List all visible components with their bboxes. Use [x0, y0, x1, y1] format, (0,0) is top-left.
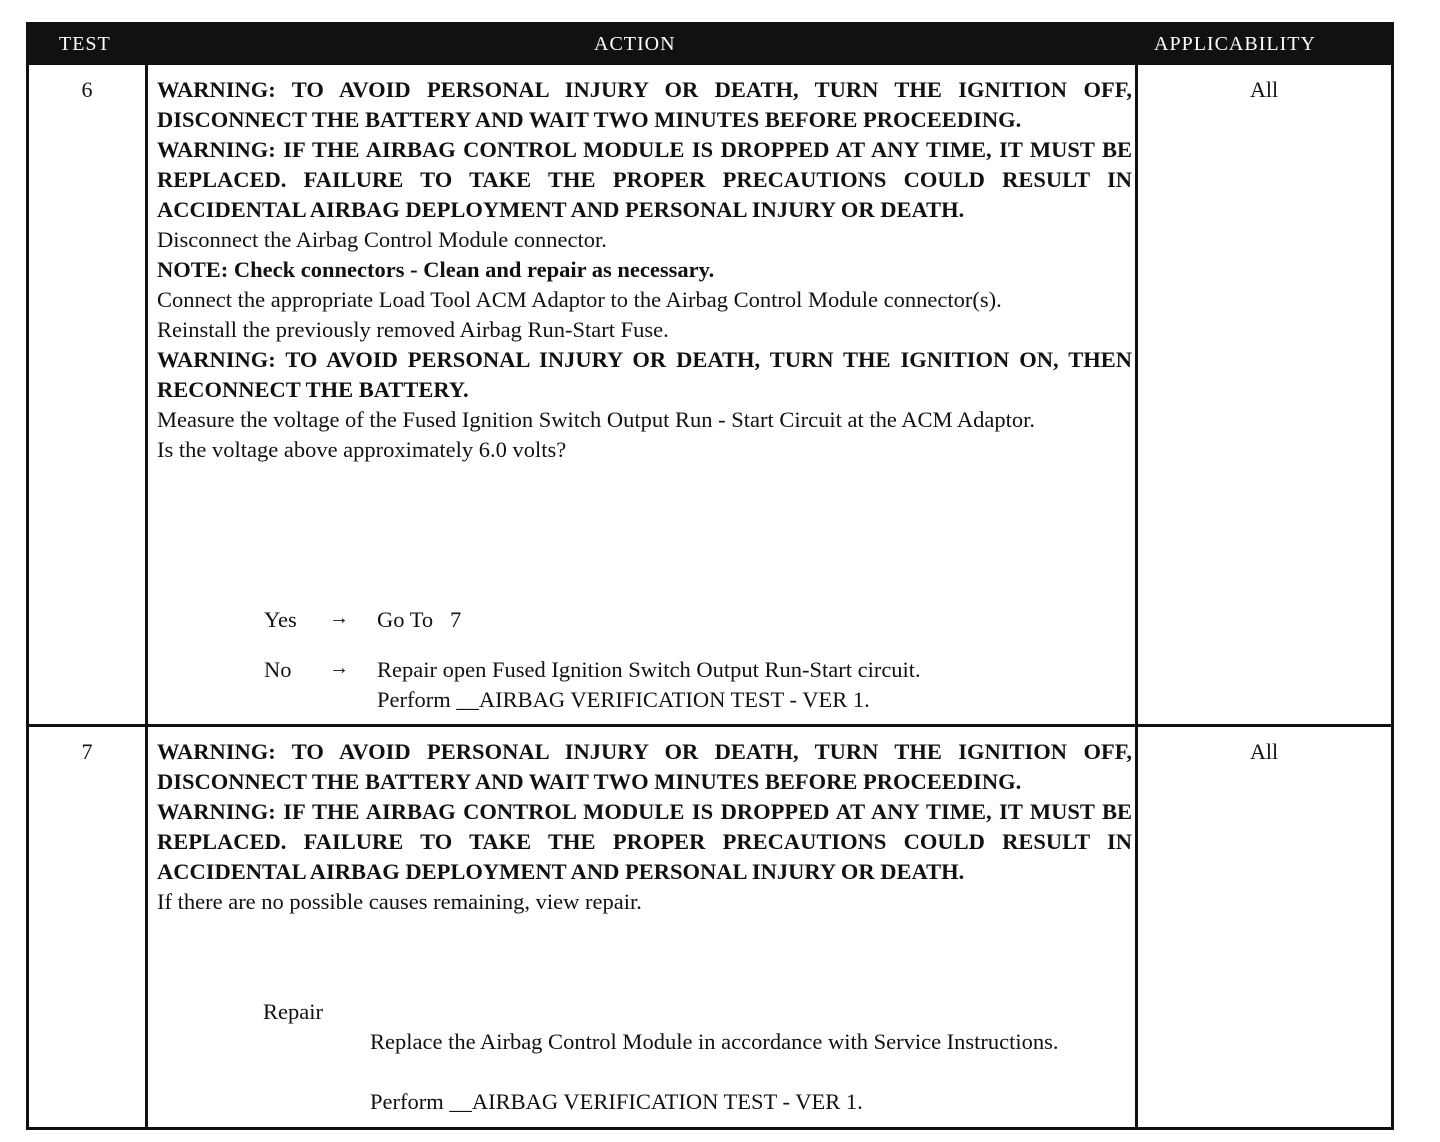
- row-divider: [29, 724, 1391, 727]
- repair-instruction: Replace the Airbag Control Module in accordance with Service Instructions.: [370, 1029, 1059, 1054]
- yes-go-to-link[interactable]: Go To 7: [377, 607, 462, 632]
- no-verification-link[interactable]: Perform __AIRBAG VERIFICATION TEST - VER 1.: [377, 687, 870, 712]
- header-test: TEST: [59, 33, 111, 55]
- warning-ignition-off: WARNING: TO AVOID PERSONAL INJURY OR DEATH, TURN THE IGNITION OFF, DISCONNECT THE BATTERY AND WAIT TWO MINUTES BEFORE PROCEEDING.: [157, 77, 1132, 132]
- repair-label: Repair: [263, 999, 323, 1024]
- header-action: ACTION: [594, 33, 676, 55]
- no-repair-text: Repair open Fused Ignition Switch Output Run-Start circuit.: [377, 657, 921, 682]
- arrow-right-icon: →: [329, 657, 349, 679]
- step-connect-adaptor: Connect the appropriate Load Tool ACM Adaptor to the Airbag Control Module connector(s).: [157, 287, 1002, 312]
- test-number: 6: [81, 77, 93, 102]
- column-divider: [145, 65, 148, 1130]
- yes-label: Yes: [264, 607, 297, 632]
- warning-module-dropped: WARNING: IF THE AIRBAG CONTROL MODULE IS DROPPED AT ANY TIME, IT MUST BE REPLACED. FAILURE TO TAKE THE PROPER PRECAUTIONS COULD RESULT IN ACCIDENTAL AIRBAG DEPLOYMENT AND PERSONAL INJURY OR DEATH.: [157, 137, 1132, 222]
- step-view-repair: If there are no possible causes remaining, view repair.: [157, 889, 642, 914]
- test-number: 7: [81, 739, 93, 764]
- question-voltage: Is the voltage above approximately 6.0 volts?: [157, 437, 567, 462]
- table-header: [29, 25, 1391, 65]
- arrow-right-icon: →: [329, 607, 349, 629]
- note-check-connectors: NOTE: Check connectors - Clean and repair as necessary.: [157, 257, 715, 282]
- no-label: No: [264, 657, 292, 682]
- step-measure-voltage: Measure the voltage of the Fused Ignition Switch Output Run - Start Circuit at the ACM Adaptor.: [157, 407, 1036, 432]
- warning-ignition-on: WARNING: TO AVOID PERSONAL INJURY OR DEATH, TURN THE IGNITION ON, THEN RECONNECT THE BATTERY.: [157, 347, 1132, 402]
- applicability-value: All: [1249, 739, 1279, 764]
- step-disconnect-connector: Disconnect the Airbag Control Module connector.: [157, 227, 607, 252]
- action-text-test-6: [157, 75, 1132, 465]
- warning-ignition-off: WARNING: TO AVOID PERSONAL INJURY OR DEATH, TURN THE IGNITION OFF, DISCONNECT THE BATTERY AND WAIT TWO MINUTES BEFORE PROCEEDING.: [157, 739, 1132, 794]
- header-applicability: APPLICABILITY: [1154, 33, 1316, 55]
- step-reinstall-fuse: Reinstall the previously removed Airbag Run-Start Fuse.: [157, 317, 669, 342]
- applicability-value: All: [1249, 77, 1279, 102]
- diagnostic-table: [26, 22, 1394, 1130]
- warning-module-dropped: WARNING: IF THE AIRBAG CONTROL MODULE IS DROPPED AT ANY TIME, IT MUST BE REPLACED. FAILURE TO TAKE THE PROPER PRECAUTIONS COULD RESULT IN ACCIDENTAL AIRBAG DEPLOYMENT AND PERSONAL INJURY OR DEATH.: [157, 799, 1132, 884]
- repair-verification-link[interactable]: Perform __AIRBAG VERIFICATION TEST - VER 1.: [370, 1089, 863, 1114]
- action-text-test-7: [157, 737, 1132, 917]
- column-divider: [1135, 65, 1138, 1130]
